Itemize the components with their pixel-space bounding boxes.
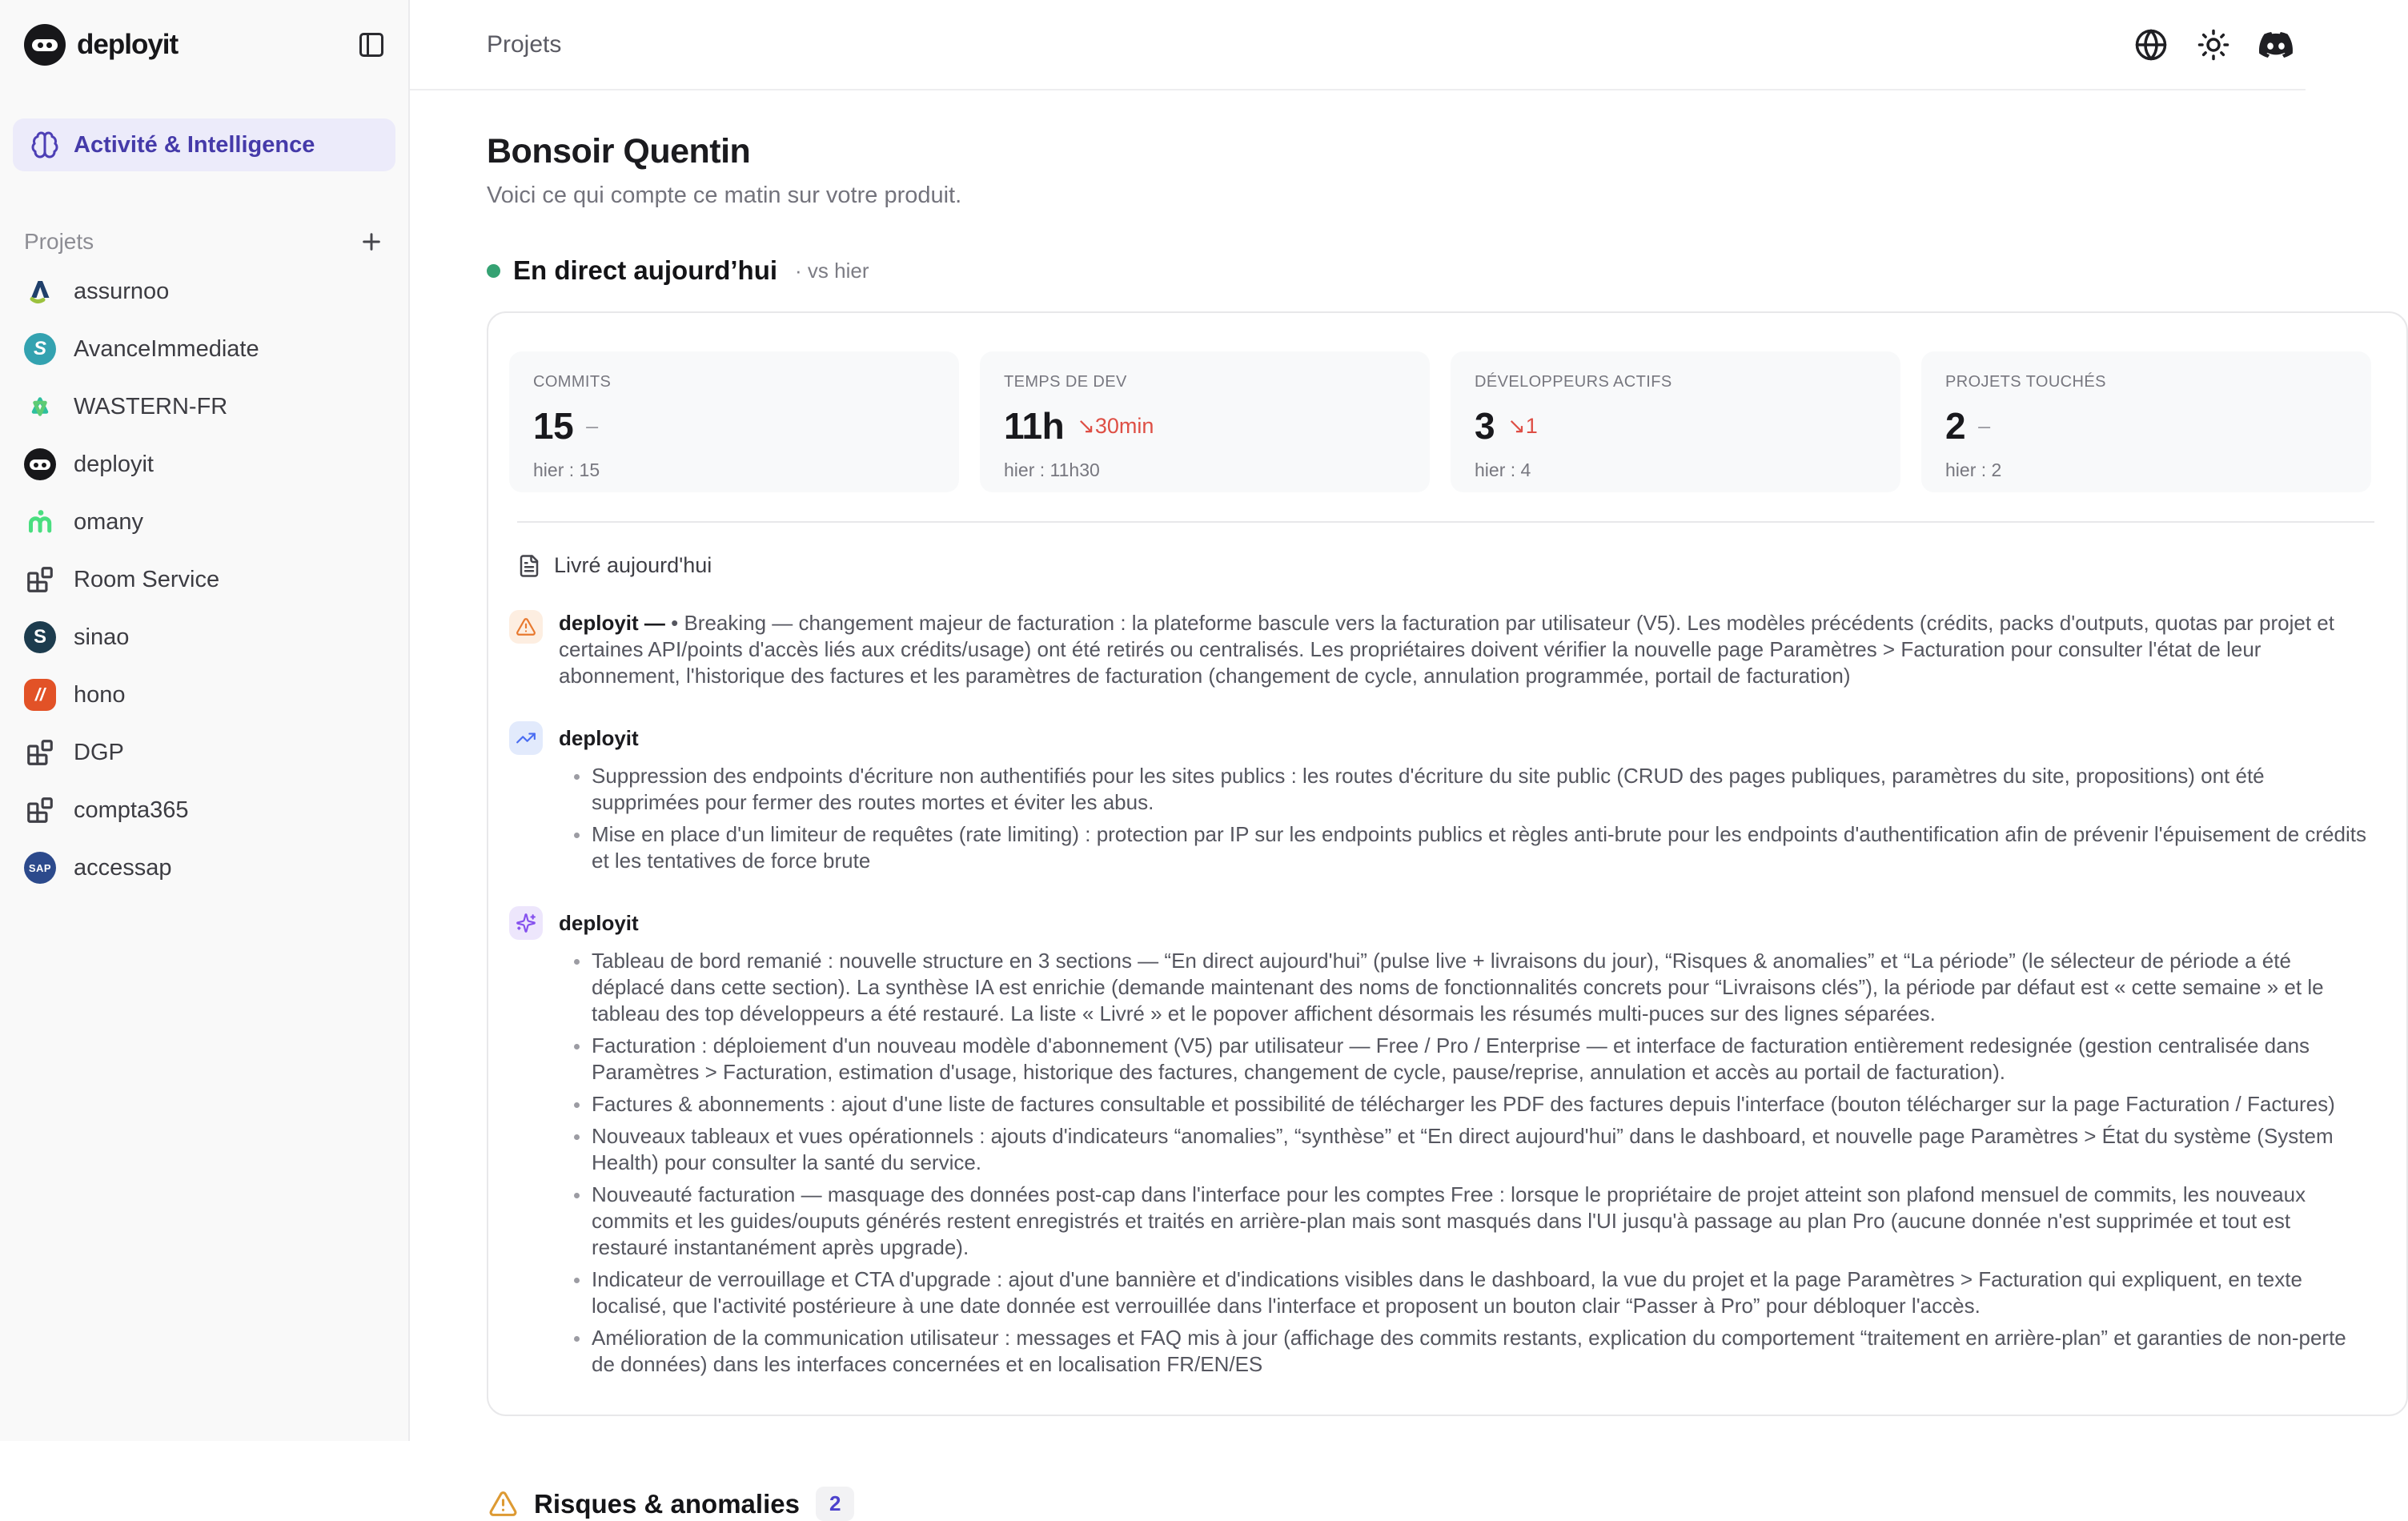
sidebar-item-activity-intelligence[interactable]: [13, 118, 395, 171]
delivered-today-title: Livré aujourd'hui: [554, 553, 712, 577]
risks-section-title: Risques & anomalies: [534, 1488, 800, 1519]
stat-delta: ↘30min: [1077, 413, 1154, 438]
top-bar: [410, 0, 2306, 90]
delivered-item-features: [509, 906, 2374, 1378]
language-globe-icon[interactable]: [2134, 28, 2168, 62]
delivered-item-breaking: [509, 610, 2374, 689]
list-item: Tableau de bord remanié : nouvelle structure en 3 sections — “En direct aujourd'hui” (pulse live + livraisons du jour), “Risques & anomalies” et “La période” (le sélecteur de période a été déplacé dans cette section). La synthèse IA est enrichie (demande maintenant des noms de fonctionnalités concrets pour “Livraisons clés”), la période par défaut est « cette semaine » et le tableau des top développeurs a été restauré. La liste « Livré » et le popover affichent désormais les résumés multi-puces sur des lignes séparées.: [559, 948, 2368, 1027]
list-item: Mise en place d'un limiteur de requêtes (rate limiting) : protection par IP sur les endpoints publics et règles anti-brute pour les endpoints d'authentification afin de prévenir l'épuisement de crédits et les tentatives de force brute: [559, 821, 2368, 874]
stat-value: 15: [533, 405, 574, 447]
wastern-logo-icon: [24, 391, 56, 423]
greeting-heading: Bonsoir Quentin: [487, 132, 751, 171]
delivered-item-project: deployit: [559, 911, 639, 935]
sidebar-item-hono[interactable]: // hono: [0, 666, 408, 724]
omany-logo-icon: [24, 506, 56, 538]
sidebar-item-label: Activité & Intelligence: [74, 131, 315, 158]
stat-value: 11h: [1004, 405, 1065, 447]
assurnoo-logo-icon: [24, 275, 56, 307]
sap-logo-icon: SAP: [24, 852, 56, 884]
sidebar-item-room-service[interactable]: Room Service: [0, 551, 408, 608]
sidebar-item-compta365[interactable]: compta365: [0, 781, 408, 839]
stat-yesterday: hier : 4: [1475, 460, 1531, 480]
risks-count-badge: 2: [816, 1487, 854, 1521]
list-item: Nouveaux tableaux et vues opérationnels : ajouts d'indicateurs “anomalies”, “synthèse” et “En direct aujourd'hui” dans le dashboard, et nouvelle page Paramètres > État du système (System Health) pour consulter la santé du service.: [559, 1123, 2368, 1176]
deployit-logo-icon: [24, 24, 66, 66]
sinao-logo-icon: S: [24, 621, 56, 653]
theme-sun-icon[interactable]: [2197, 28, 2230, 62]
list-item: Facturation : déploiement d'un nouveau modèle d'abonnement (V5) par utilisateur — Free / Pro / Enterprise — et interface de facturation entièrement redesignée (gestion centralisée dans Paramètres > Facturation, estimation d'usage, historique des factures, changement de cycle, pause/reprise, annulation et accès au portail de facturation).: [559, 1033, 2368, 1086]
delivered-item-text: deployit — • Breaking — changement majeur de facturation : la plateforme bascule vers la facturation par utilisateur (V5). Les modèles précédents (crédits, packs d'outputs, quotas par projet et certaines API/points d'accès liés aux crédits/usage) ont été retirés ou centralisés. Les propriétaires doivent vérifier la nouvelle page Paramètres > Facturation pour consulter l'état de leur abonnement, l'historique des factures et les paramètres de facturation (changement de cycle, annulation programmée, portail de facturation): [559, 611, 2334, 688]
live-section-header: [487, 255, 2306, 286]
stat-value: 2: [1945, 405, 1966, 447]
hono-logo-icon: //: [24, 679, 56, 711]
sidebar-item-omany[interactable]: omany: [0, 493, 408, 551]
stat-card-dev-time: TEMPS DE DEV 11h ↘30min hier : 11h30: [980, 351, 1430, 492]
stat-value: 3: [1475, 405, 1495, 447]
live-status-dot: [487, 264, 500, 278]
stat-delta: ↘1: [1507, 413, 1538, 438]
sidebar-item-accessap[interactable]: SAP accessap: [0, 839, 408, 897]
discord-icon[interactable]: [2259, 28, 2293, 62]
list-item: Factures & abonnements : ajout d'une liste de factures consultable et possibilité de télécharger les PDF des factures depuis l'interface (bouton télécharger sur la page Facturation / Factures): [559, 1091, 2368, 1118]
stat-card-active-devs: DÉVELOPPEURS ACTIFS 3 ↘1 hier : 4: [1451, 351, 1900, 492]
stat-yesterday: hier : 15: [533, 460, 600, 480]
list-item: Nouveauté facturation — masquage des données post-cap dans l'interface pour les comptes Free : lorsque le propriétaire de projet atteint son plafond mensuel de commits, les nouveaux commits et les guides/ouputs générés restent enregistrés et traités en arrière-plan mais sont masqués dans l'UI jusqu'à passage au plan Pro (aucune donnée n'est supprimée et tout est restauré instantanément après upgrade).: [559, 1182, 2368, 1261]
blocks-icon: [24, 794, 56, 826]
page-title: Projets: [487, 30, 562, 58]
delivered-item-project: deployit: [559, 726, 639, 750]
avanceimmediate-logo-icon: S: [24, 333, 56, 365]
sidebar-item-avanceimmediate[interactable]: S AvanceImmediate: [0, 320, 408, 378]
sidebar-item-dgp[interactable]: DGP: [0, 724, 408, 781]
delivered-today-header: [517, 553, 2374, 578]
stat-yesterday: hier : 2: [1945, 460, 2002, 480]
delivered-item-security: [509, 721, 2374, 874]
list-item: Indicateur de verrouillage et CTA d'upgrade : ajout d'une bannière et d'indications visibles dans le dashboard, la vue du projet et la page Paramètres > Facturation qui expliquent, en texte localisé, que l'activité postérieure à une date donnée est verrouillée dans l'interface et proposent un bouton clair “Passer à Pro” pour débloquer l'accès.: [559, 1266, 2368, 1319]
sidebar-item-deployit[interactable]: deployit: [0, 435, 408, 493]
live-panel: [487, 311, 2408, 1416]
sidebar: [0, 0, 410, 1441]
deployit-project-logo-icon: [24, 448, 56, 480]
alert-triangle-icon: [488, 1489, 518, 1519]
trending-up-icon: [509, 721, 543, 755]
stat-yesterday: hier : 11h30: [1004, 460, 1100, 480]
list-item: Amélioration de la communication utilisateur : messages et FAQ mis à jour (affichage des commits restants, explication du comportement “traitement en arrière-plan” et garanties de non-perte de données) dans les interfaces concernées et en localisation FR/EN/ES: [559, 1325, 2368, 1378]
stat-delta: –: [1978, 413, 1991, 438]
sidebar-item-assurnoo[interactable]: assurnoo: [0, 263, 408, 320]
projects-section-label: Projets: [24, 229, 94, 254]
list-item: Suppression des endpoints d'écriture non authentifiés pour les sites publics : les routes d'écriture du site public (CRUD des pages publiques, paramètres du site, propositions) ont été supprimées pour fermer des routes mortes et éviter les abus.: [559, 763, 2368, 816]
live-vs-yesterday-label: · vs hier: [795, 258, 869, 283]
blocks-icon: [24, 564, 56, 596]
sidebar-collapse-icon[interactable]: [357, 30, 386, 59]
risks-section-header: [487, 1487, 2306, 1521]
add-project-icon[interactable]: [359, 229, 384, 255]
stat-delta: –: [586, 413, 599, 438]
brain-icon: [30, 130, 59, 159]
sidebar-item-wastern-fr[interactable]: WASTERN-FR: [0, 378, 408, 435]
sparkles-icon: [509, 906, 543, 940]
warning-icon: [509, 610, 543, 644]
app-logo-text: deployit: [77, 29, 179, 60]
stat-card-commits: COMMITS 15 – hier : 15: [509, 351, 959, 492]
panel-divider: [517, 521, 2374, 523]
sidebar-item-sinao[interactable]: S sinao: [0, 608, 408, 666]
document-icon: [517, 554, 541, 578]
stats-cards-row: [509, 351, 2374, 492]
blocks-icon: [24, 736, 56, 769]
greeting-subtitle: Voici ce qui compte ce matin sur votre produit.: [487, 183, 962, 208]
stat-card-projects-touched: PROJETS TOUCHÉS 2 – hier : 2: [1921, 351, 2371, 492]
live-section-title: En direct aujourd’hui: [513, 255, 778, 285]
